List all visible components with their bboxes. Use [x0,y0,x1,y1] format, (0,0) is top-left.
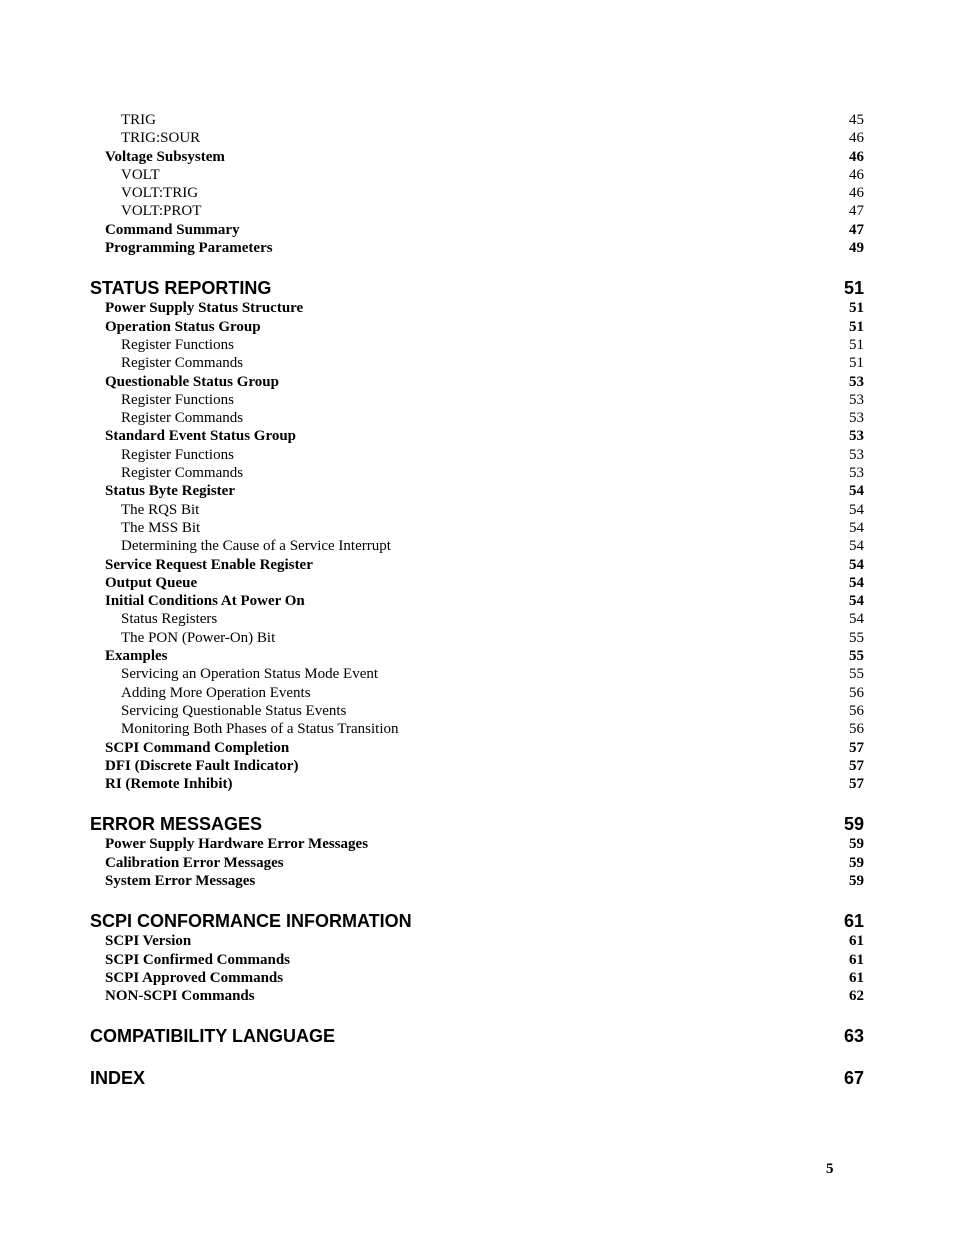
toc-entry-page: 61 [843,911,864,932]
toc-entry-title: Calibration Error Messages [105,854,284,871]
toc-entry-page: 59 [849,854,864,871]
toc-item-entry[interactable] [90,537,864,555]
toc-entry-title: Power Supply Status Structure [105,300,304,317]
toc-entry-page: 54 [849,483,864,500]
toc-item-entry[interactable] [90,720,864,738]
toc-entry-title: INDEX [90,1068,146,1089]
toc-entry-page: 45 [849,112,864,128]
toc-entry-title: VOLT [121,166,160,183]
toc-item-entry[interactable] [90,629,864,647]
toc-entry-title: SCPI CONFORMANCE INFORMATION [90,911,412,932]
toc-entry-page: 63 [843,1026,864,1047]
toc-entry-title: Command Summary [105,221,240,238]
toc-entry-page: 55 [849,648,864,665]
toc-entry-page: 47 [849,221,864,238]
toc-subsection-entry[interactable] [90,835,864,853]
toc-item-entry[interactable] [90,610,864,628]
toc-entry-page: 67 [843,1068,864,1089]
toc-entry-title: VOLT:PROT [121,203,202,220]
toc-item-entry[interactable] [90,409,864,427]
toc-entry-title: Servicing an Operation Status Mode Event [121,666,379,683]
toc-item-entry[interactable] [90,446,864,464]
page-number: 5 [826,1161,834,1177]
toc-subsection-entry[interactable] [90,647,864,665]
toc-entry-title: COMPATIBILITY LANGUAGE [90,1026,335,1047]
toc-entry-page: 61 [849,933,864,950]
toc-subsection-entry[interactable] [90,318,864,336]
toc-subsection-entry[interactable] [90,482,864,500]
toc-entry-title: Register Commands [121,410,244,427]
toc-subsection-entry[interactable] [90,239,864,257]
toc-entry-title: Adding More Operation Events [121,684,311,701]
toc-entry-page: 53 [849,428,864,445]
toc-entry-title: System Error Messages [105,872,256,889]
toc-entry-title: Voltage Subsystem [105,148,225,165]
toc-entry-page: 57 [849,757,864,774]
toc-item-entry[interactable] [90,391,864,409]
table-of-contents [90,111,864,1089]
toc-entry-page: 53 [849,410,864,427]
toc-item-entry[interactable] [90,202,864,220]
toc-entry-title: Monitoring Both Phases of a Status Transition [121,721,399,738]
toc-entry-title: TRIG:SOUR [121,130,201,147]
toc-entry-page: 53 [849,391,864,408]
toc-item-entry[interactable] [90,111,864,129]
toc-entry-page: 56 [849,702,864,719]
toc-entry-page: 54 [849,538,864,555]
toc-subsection-entry[interactable] [90,221,864,239]
toc-entry-page: 54 [849,556,864,573]
toc-section-heading[interactable] [90,910,864,932]
toc-subsection-entry[interactable] [90,427,864,445]
toc-subsection-entry[interactable] [90,872,864,890]
toc-item-entry[interactable] [90,129,864,147]
toc-entry-title: Status Byte Register [105,483,235,500]
toc-entry-title: Power Supply Hardware Error Messages [105,836,369,853]
toc-entry-title: Status Registers [121,611,218,628]
toc-entry-page: 53 [849,446,864,463]
toc-entry-page: 46 [849,185,864,202]
toc-entry-page: 56 [849,721,864,738]
toc-entry-title: Programming Parameters [105,240,273,257]
toc-subsection-entry[interactable] [90,574,864,592]
toc-entry-title: Register Commands [121,465,244,482]
toc-entry-page: 51 [843,278,864,299]
toc-item-entry[interactable] [90,184,864,202]
toc-item-entry[interactable] [90,336,864,354]
toc-entry-page: 53 [849,373,864,390]
toc-entry-page: 62 [849,988,864,1005]
toc-entry-title: STATUS REPORTING [90,278,272,299]
toc-entry-page: 54 [849,519,864,536]
toc-entry-title: Examples [105,648,168,665]
toc-item-entry[interactable] [90,519,864,537]
toc-item-entry[interactable] [90,464,864,482]
toc-entry-title: Standard Event Status Group [105,428,297,445]
toc-entry-page: 51 [849,318,864,335]
toc-entry-title: Operation Status Group [105,318,261,335]
toc-section-heading[interactable] [90,1025,864,1047]
toc-entry-page: 49 [849,240,864,257]
toc-subsection-entry[interactable] [90,775,864,793]
toc-entry-title: The PON (Power-On) Bit [121,629,276,646]
toc-entry-page: 56 [849,684,864,701]
toc-entry-page: 54 [849,501,864,518]
toc-entry-page: 51 [849,355,864,372]
toc-entry-title: VOLT:TRIG [121,185,199,202]
toc-entry-title: Register Functions [121,446,234,463]
toc-entry-page: 59 [843,814,864,835]
toc-item-entry[interactable] [90,684,864,702]
toc-entry-page: 57 [849,776,864,793]
toc-entry-page: 51 [849,336,864,353]
toc-item-entry[interactable] [90,702,864,720]
toc-section-heading[interactable] [90,277,864,299]
toc-entry-title: SCPI Approved Commands [105,969,284,986]
toc-subsection-entry[interactable] [90,987,864,1005]
toc-entry-page: 54 [849,611,864,628]
toc-entry-page: 51 [849,300,864,317]
toc-subsection-entry[interactable] [90,299,864,317]
toc-item-entry[interactable] [90,354,864,372]
toc-subsection-entry[interactable] [90,932,864,950]
toc-entry-title: Service Request Enable Register [105,556,313,573]
toc-entry-title: DFI (Discrete Fault Indicator) [105,757,299,774]
toc-entry-page: 55 [849,666,864,683]
toc-entry-title: ERROR MESSAGES [90,814,263,835]
toc-entry-page: 59 [849,836,864,853]
toc-entry-title: SCPI Command Completion [105,739,290,756]
toc-entry-page: 61 [849,951,864,968]
toc-entry-title: SCPI Confirmed Commands [105,951,291,968]
toc-section-heading[interactable] [90,1067,864,1089]
toc-subsection-entry[interactable] [90,951,864,969]
toc-subsection-entry[interactable] [90,739,864,757]
toc-entry-title: Register Functions [121,336,234,353]
toc-subsection-entry[interactable] [90,854,864,872]
toc-item-entry[interactable] [90,665,864,683]
toc-entry-page: 59 [849,872,864,889]
toc-entry-title: Determining the Cause of a Service Interrupt [121,538,391,555]
toc-entry-page: 54 [849,574,864,591]
toc-entry-page: 57 [849,739,864,756]
toc-entry-page: 46 [849,148,864,165]
toc-entry-title: Register Commands [121,355,244,372]
toc-subsection-entry[interactable] [90,592,864,610]
toc-subsection-entry[interactable] [90,556,864,574]
toc-subsection-entry[interactable] [90,757,864,775]
toc-entry-title: Initial Conditions At Power On [105,593,305,610]
toc-entry-title: Register Functions [121,391,234,408]
toc-entry-page: 46 [849,130,864,147]
toc-entry-page: 54 [849,593,864,610]
toc-subsection-entry[interactable] [90,373,864,391]
toc-entry-title: NON-SCPI Commands [105,988,255,1005]
toc-subsection-entry[interactable] [90,969,864,987]
toc-entry-title: RI (Remote Inhibit) [105,776,233,793]
toc-entry-title: TRIG [121,112,156,128]
toc-entry-title: Output Queue [105,574,198,591]
toc-entry-page: 53 [849,465,864,482]
toc-entry-title: The RQS Bit [121,501,200,518]
toc-entry-title: Servicing Questionable Status Events [121,702,347,719]
toc-section-heading[interactable] [90,813,864,835]
toc-entry-page: 46 [849,166,864,183]
toc-entry-title: The MSS Bit [121,519,201,536]
toc-entry-page: 47 [849,203,864,220]
toc-item-entry[interactable] [90,501,864,519]
toc-item-entry[interactable] [90,166,864,184]
toc-entry-page: 61 [849,969,864,986]
toc-entry-title: Questionable Status Group [105,373,279,390]
toc-subsection-entry[interactable] [90,148,864,166]
toc-entry-title: SCPI Version [105,933,192,950]
toc-entry-page: 55 [849,629,864,646]
